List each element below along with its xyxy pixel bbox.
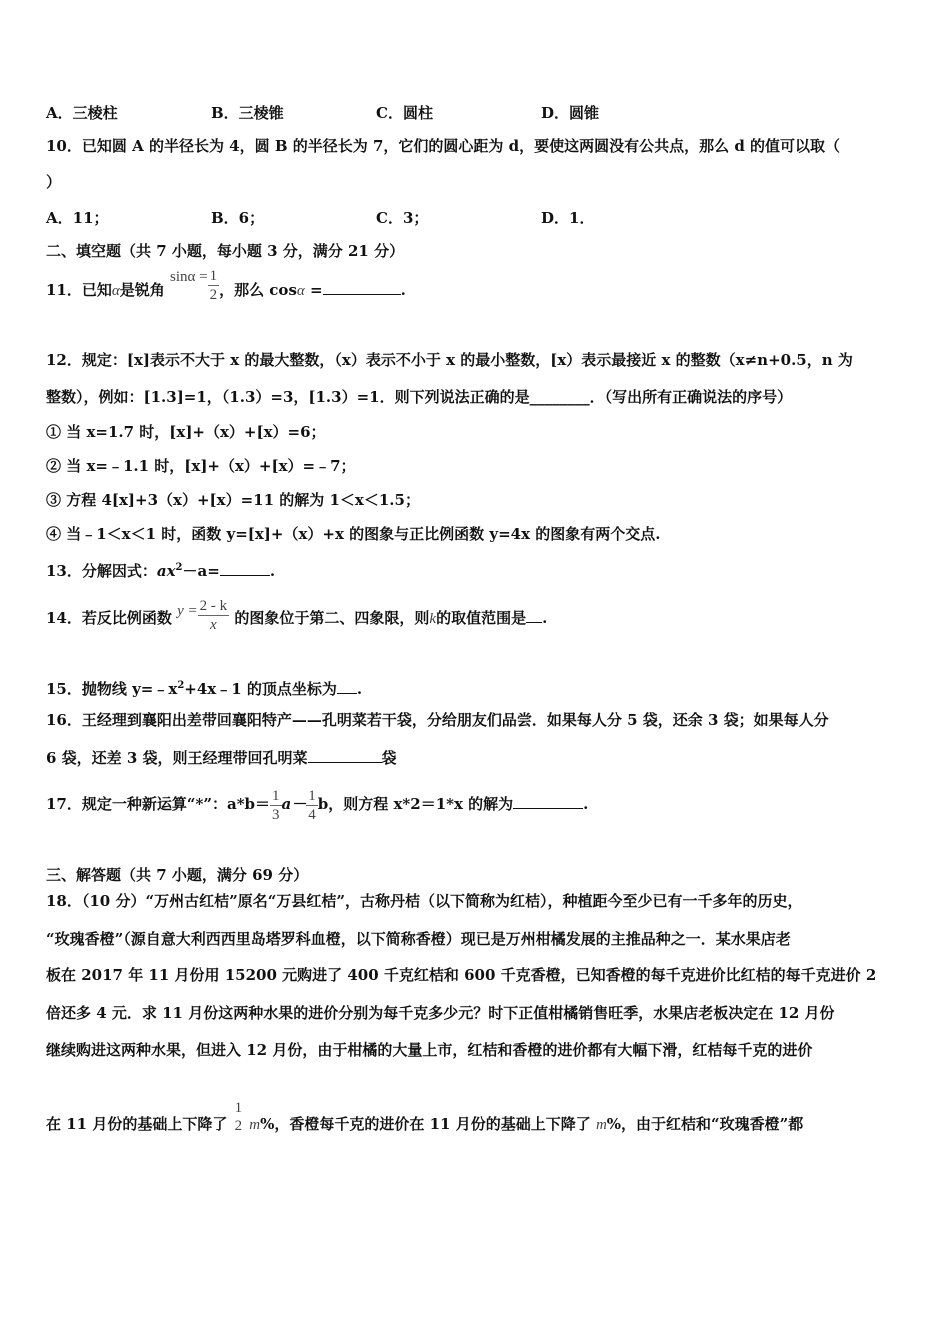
q11-post: ，那么 cos — [219, 281, 297, 299]
q13-end: . — [269, 562, 276, 580]
q14-post: 的取值范围是 — [436, 609, 527, 627]
q17-fraction-2 — [306, 787, 318, 824]
q17-f1-den: 3 — [272, 806, 280, 823]
q11-answer-blank — [323, 280, 401, 295]
q11 — [46, 268, 406, 313]
q17-f2-num: 1 — [308, 787, 316, 804]
q10-option-d: D．1． — [541, 209, 595, 227]
q14-frac-num: 2 - k — [199, 597, 228, 614]
q18-last-mid: %，香橙每千克的进价在 11 月份的基础上下降了 — [260, 1115, 591, 1133]
q14 — [46, 596, 547, 641]
q13-pre: 13．分解因式： — [46, 562, 157, 580]
q17-end: . — [583, 795, 589, 813]
q18-last-post: %，由于红桔和“玫瑰香橙”都 — [606, 1115, 804, 1133]
q10-option-c: C．3； — [376, 209, 429, 227]
q17-mid-2: b，则方程 x*2＝1*x 的解为 — [317, 795, 514, 813]
q11-end: . — [400, 281, 406, 299]
q12-item-4: ④ 当﹣1＜x＜1 时，函数 y=[x]+（x）+x 的图象与正比例函数 y=4x 的图象有两个交点. — [46, 525, 661, 543]
q12-line-2: 整数），例如：[1.3]=1，（1.3）=3，[1.3）=1．则下列说法正确的是________．（写出所有正确说法的序号） — [46, 388, 793, 406]
q13-post: －a= — [182, 562, 220, 580]
q9-option-c: C．圆柱 — [376, 104, 433, 122]
section-3-heading: 三、解答题（共 7 小题，满分 69 分） — [46, 866, 309, 884]
q9-option-d: D．圆锥 — [541, 104, 600, 122]
q11-sin: sinα = — [170, 269, 208, 285]
q10-close: ） — [46, 173, 62, 191]
q17-f1-num: 1 — [272, 787, 280, 804]
q13-expr: ax — [156, 562, 176, 580]
q14-mid: 的图象位于第二、四象限，则 — [234, 609, 430, 627]
q9-option-a: A．三棱柱 — [46, 104, 118, 122]
q10-option-a: A．11； — [46, 209, 109, 227]
q16-line-2 — [46, 748, 397, 767]
q14-fraction — [198, 597, 230, 634]
q13 — [46, 559, 275, 580]
q12-line-1: 12．规定：[x]表示不大于 x 的最大整数，（x）表示不小于 x 的最小整数，[x）表示最接近 x 的整数（x≠n+0.5，n 为 — [46, 351, 853, 369]
q15 — [46, 677, 362, 698]
q16-line-2b: 袋 — [381, 749, 397, 767]
q11-alpha: α — [111, 283, 120, 299]
q11-frac-den: 2 — [209, 286, 218, 303]
q18-m-1: m — [249, 1117, 261, 1133]
q12-item-3: ③ 方程 4[x]+3（x）+[x）=11 的解为 1＜x＜1.5； — [46, 491, 420, 509]
q18-line-5: 继续购进这两种水果，但进入 12 月份，由于柑橘的大量上市，红桔和香橙的进价都有大幅下滑，红桔每千克的进价 — [46, 1041, 813, 1059]
q17-answer-blank — [513, 794, 583, 809]
q18-line-4: 倍还多 4 元．求 11 月份这两种水果的进价分别为每千克多少元？时下正值柑橘销售旺季，水果店老板决定在 12 月份 — [46, 1004, 835, 1022]
q15-end: . — [356, 680, 363, 698]
q18-frac-den: 2 — [234, 1118, 243, 1134]
q14-pre: 14．若反比例函数 — [46, 609, 172, 627]
q10-option-b: B．6； — [211, 209, 265, 227]
q17 — [46, 782, 588, 826]
q18-last-pre: 在 11 月份的基础上下降了 — [46, 1115, 228, 1133]
q17-f2-den: 4 — [308, 806, 316, 823]
q15-pre: 15．抛物线 y=﹣x — [46, 680, 178, 698]
q14-y: y = — [177, 603, 198, 619]
q9-option-b: B．三棱锥 — [211, 104, 284, 122]
q11-alpha-2: α — [296, 283, 305, 299]
q16-answer-blank — [308, 748, 382, 763]
q14-answer-blank — [526, 608, 542, 623]
q18-m-2: m — [595, 1117, 607, 1133]
q18-frac-num: 1 — [234, 1100, 243, 1116]
q17-mid-1: a－ — [281, 795, 307, 813]
q11-fraction — [208, 267, 220, 304]
q12-item-1: ① 当 x=1.7 时，[x]+（x）+[x）=6； — [46, 423, 326, 441]
q11-pre: 11．已知 — [46, 281, 112, 299]
q10-stem: 10．已知圆 A 的半径长为 4，圆 B 的半径长为 7，它们的圆心距为 d，要使这两圆没有公共点，那么 d 的值可以取（ — [46, 137, 841, 155]
q18-line-3: 板在 2017 年 11 月份用 15200 元购进了 400 千克红桔和 600 千克香橙，已知香橙的每千克进价比红桔的每千克进价 2 — [46, 966, 877, 984]
q18-line-2: “玫瑰香橙”（源自意大利西西里岛塔罗科血橙，以下简称香橙）现已是万州柑橘发展的主推品种之一．某水果店老 — [46, 930, 791, 948]
q15-answer-blank — [337, 679, 357, 694]
q11-mid: 是锐角 — [119, 281, 165, 299]
q16-line-1: 16．王经理到襄阳出差带回襄阳特产——孔明菜若干袋，分给朋友们品尝．如果每人分 5 袋，还余 3 袋；如果每人分 — [46, 711, 829, 729]
q18-line-6 — [46, 1102, 803, 1147]
q11-tail: = — [304, 281, 323, 299]
q13-answer-blank — [220, 561, 270, 576]
q13-sup: 2 — [175, 562, 183, 573]
q18-fraction — [233, 1099, 245, 1135]
q14-k: k — [429, 611, 437, 627]
q17-fraction-1 — [270, 787, 282, 824]
q14-end: . — [542, 609, 548, 627]
section-2-heading: 二、填空题（共 7 小题，每小题 3 分，满分 21 分） — [46, 242, 405, 260]
q17-pre: 17．规定一种新运算“*”：a*b＝ — [46, 795, 271, 813]
q15-sup: 2 — [177, 680, 185, 691]
q14-frac-den: x — [198, 615, 230, 634]
q16-line-2a: 6 袋，还差 3 袋，则王经理带回孔明菜 — [46, 749, 308, 767]
q15-post: +4x﹣1 的顶点坐标为 — [184, 680, 337, 698]
q12-item-2: ② 当 x=﹣1.1 时，[x]+（x）+[x）=﹣7； — [46, 457, 356, 475]
q11-frac-num: 1 — [209, 267, 218, 284]
q18-line-1: 18．（10 分）“万州古红桔”原名“万县红桔”，古称丹桔（以下简称为红桔），种植距今至少已有一千多年的历史， — [46, 892, 803, 910]
